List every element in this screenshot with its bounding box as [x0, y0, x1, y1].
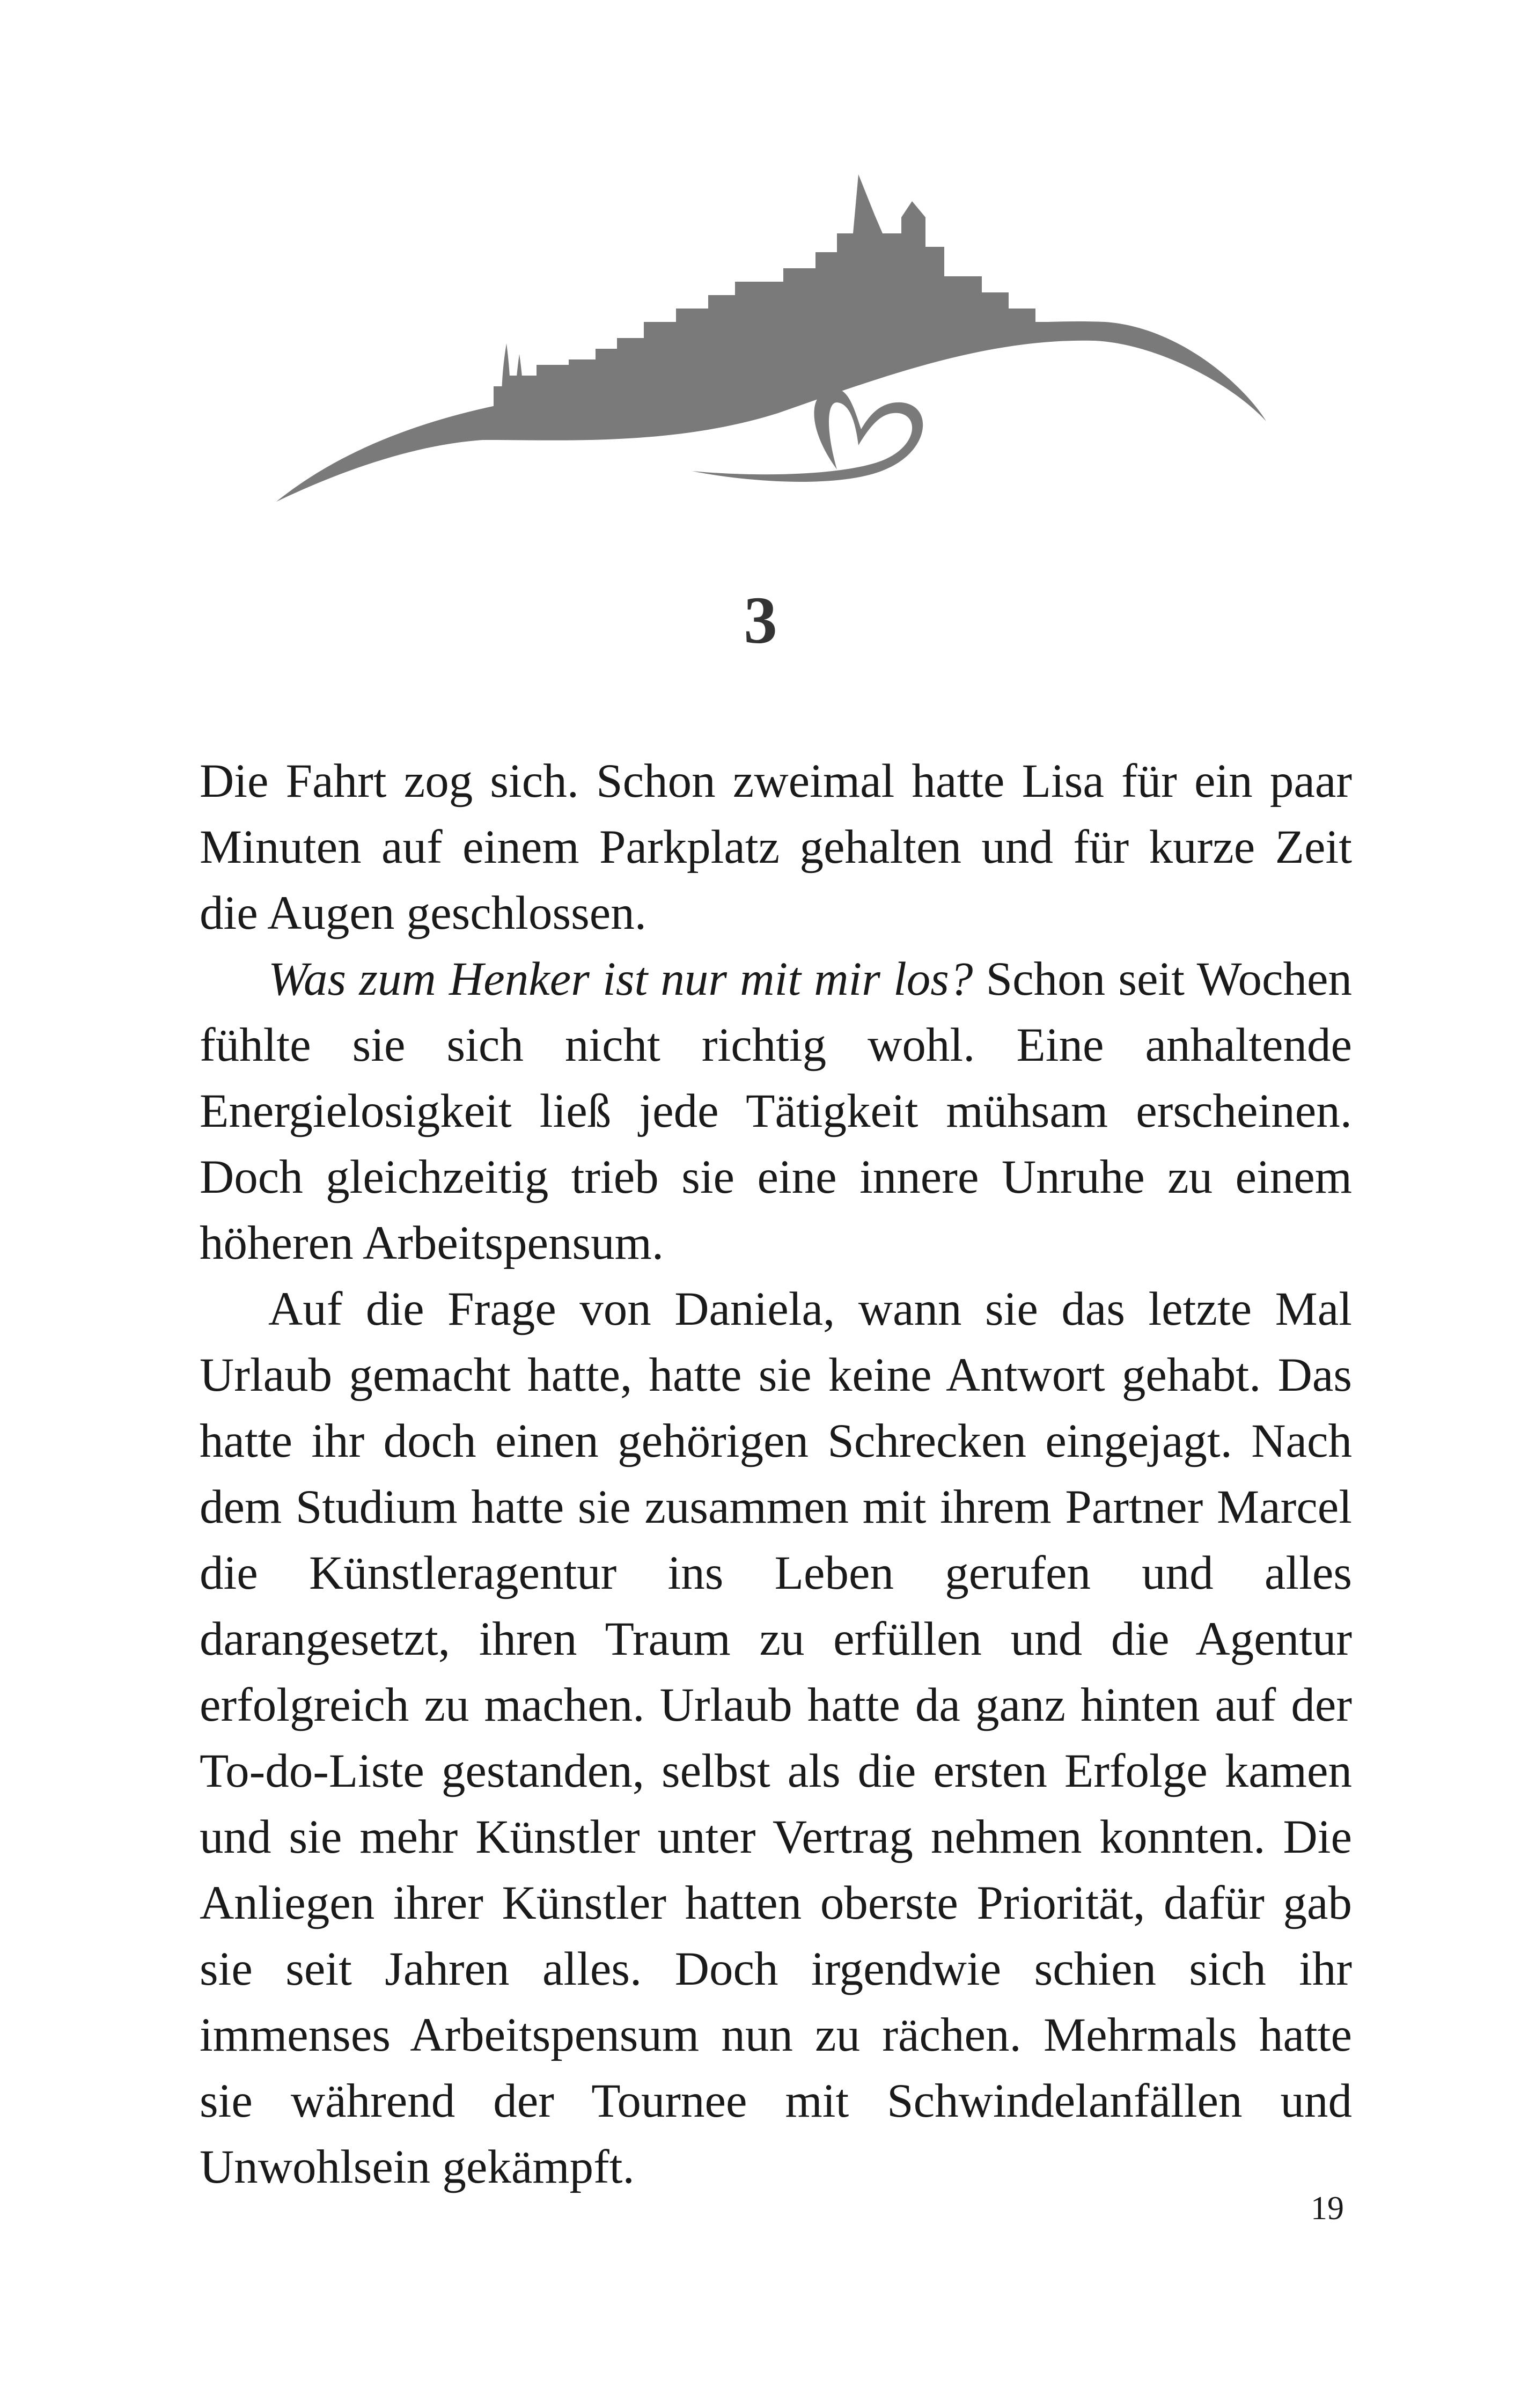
paragraph — [200, 1276, 1352, 2200]
paragraph-text: Auf die Frage von Daniela, wann sie das letzte Mal Urlaub gemacht hatte, hatte sie keine Antwort gehabt. Das hatte ihr doch einen gehörigen Schrecken eingejagt. Nach dem Studium hatte sie zusammen mit ihrem Partner Marcel die Künstleragentur ins Leben gerufen und alles darangesetzt, ihren Traum zu erfüllen und die Agentur erfolgreich zu machen. Urlaub hatte da ganz hinten auf der To-do-Liste gestanden, selbst als die ersten Erfolge kamen und sie mehr Künstler unter Vertrag nehmen konnten. Die Anliegen ihrer Künstler hatten oberste Priorität, dafür gab sie seit Jahren alles. Doch irgendwie schien sich ihr immenses Arbeitspensum nun zu rächen. Mehrmals hatte sie während der Tournee mit Schwindelanfällen und Unwohlsein gekämpft. — [200, 1283, 1352, 2193]
paragraph — [200, 946, 1352, 1276]
hilltop-castle-heart-icon — [268, 161, 1277, 515]
chapter-number: 3 — [744, 584, 777, 658]
paragraph-text: Schon seit Wochen fühlte sie sich nicht richtig wohl. Eine anhaltende Energielosigkeit ließ jede Tätigkeit mühsam erscheinen. Doch gleichzeitig trieb sie eine innere Unruhe zu einem höheren Arbeitspensum. — [200, 953, 1352, 1269]
page-number: 19 — [1311, 2190, 1344, 2227]
paragraph-text: Die Fahrt zog sich. Schon zweimal hatte Lisa für ein paar Minuten auf einem Parkplatz gehalten und für kurze Zeit die Augen geschlossen. — [200, 755, 1352, 939]
body-text — [200, 748, 1352, 2200]
paragraph — [200, 748, 1352, 946]
italic-thought: Was zum Henker ist nur mit mir los? — [268, 953, 973, 1005]
